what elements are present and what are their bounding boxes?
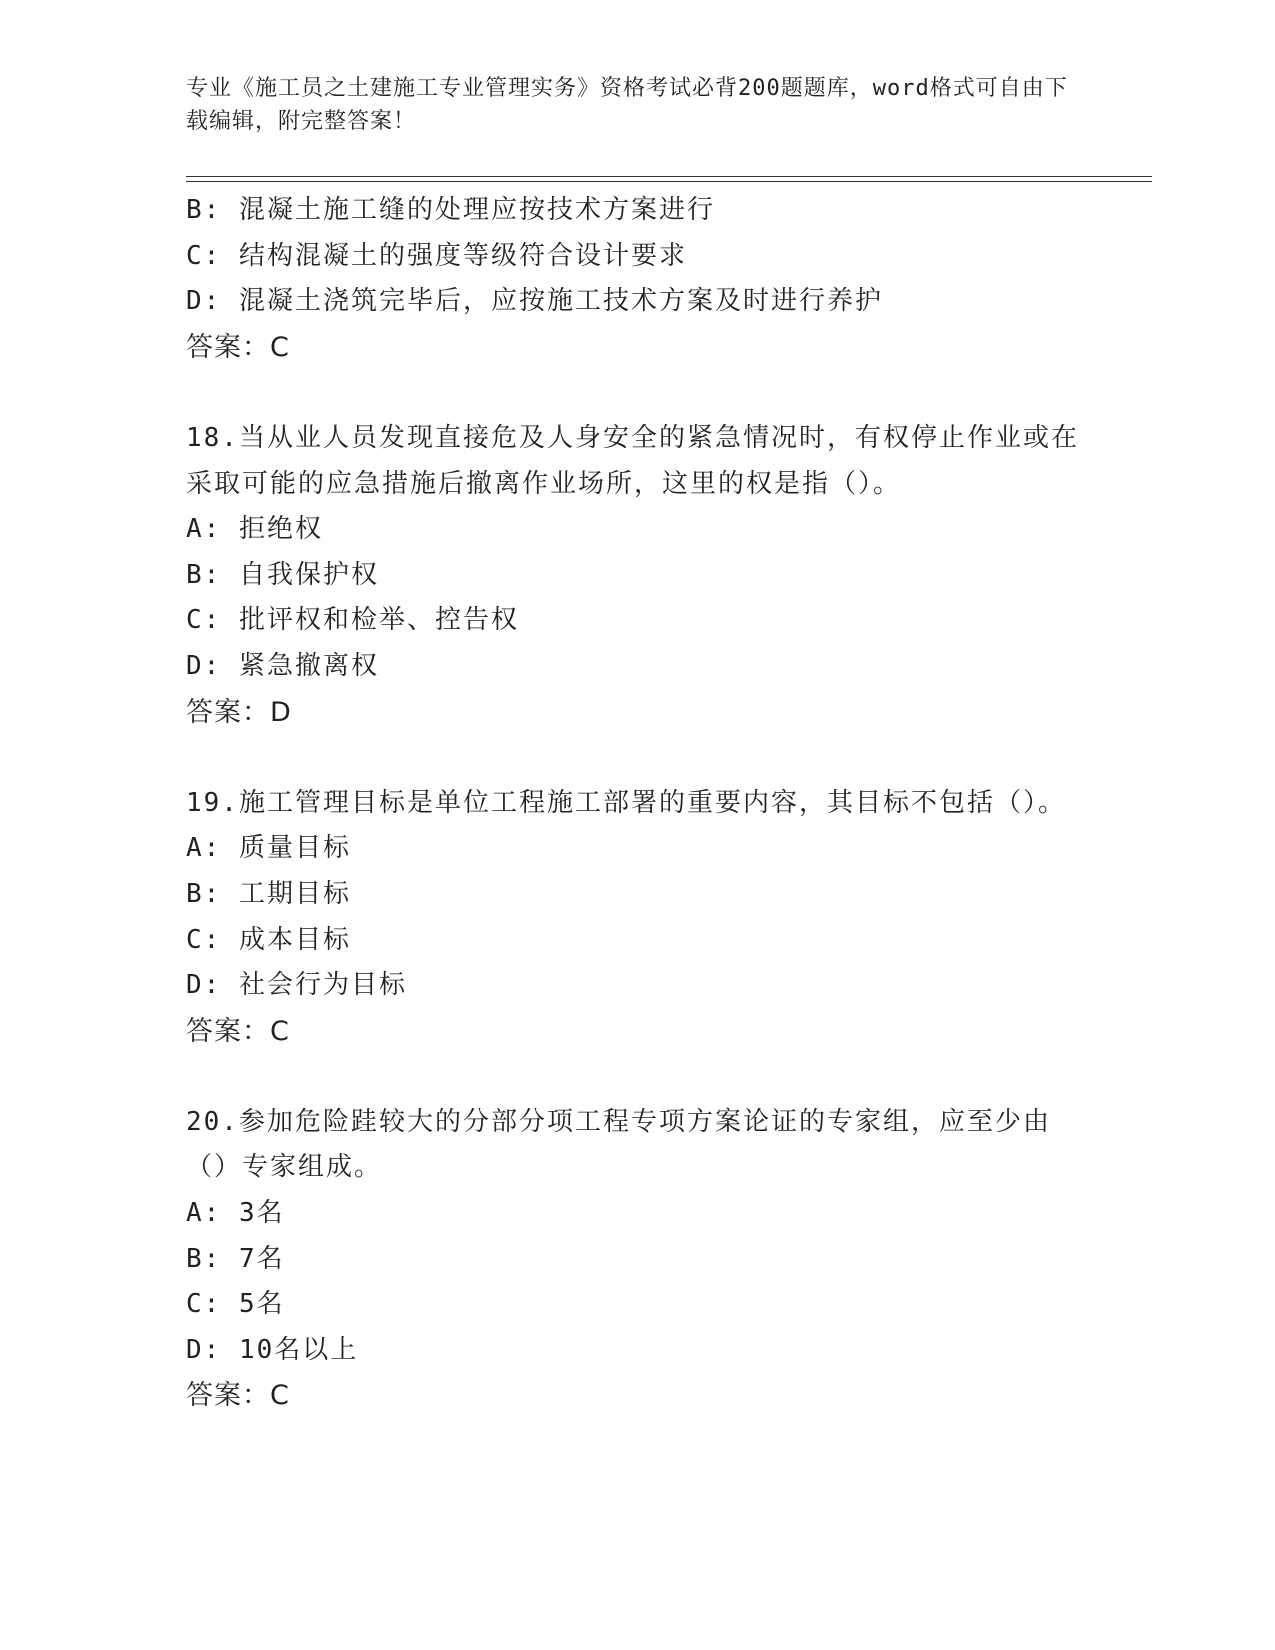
option-b: B: 混凝土施工缝的处理应按技术方案进行 [186,195,715,225]
header-divider-bottom [186,181,1152,182]
option-d: D: 混凝土浇筑完毕后，应按施工技术方案及时进行养护 [186,286,883,317]
option-b: B: 7名 [186,1243,285,1274]
answer-line: 答案：C [186,1015,290,1047]
option-b: B: 自我保护权 [186,559,379,590]
option-d: D: 紧急撤离权 [186,650,379,681]
question-20 [186,1100,1086,1419]
question-stem: 20.参加危险跬较大的分部分项工程专项方案论证的专家组，应至少由（）专家组成。 [186,1106,1051,1183]
spacer [186,735,1086,781]
option-b: B: 工期目标 [186,878,351,909]
option-c: C: 成本目标 [186,924,351,955]
question-stem: 19.施工管理目标是单位工程施工部署的重要内容，其目标不包括（）。 [186,787,1066,818]
spacer [186,370,1086,416]
option-d: D: 社会行为目标 [186,970,407,1001]
question-18 [186,416,1086,735]
partial-question-17 [186,188,1086,370]
option-c: C: 批评权和检举、控告权 [186,605,519,636]
question-19 [186,781,1086,1055]
answer-line: 答案：C [186,1380,290,1412]
option-a: A: 拒绝权 [186,514,323,545]
option-c: C: 结构混凝土的强度等级符合设计要求 [186,240,687,271]
answer-line: 答案：C [186,331,290,363]
question-list [186,188,1086,1419]
option-a: A: 质量目标 [186,833,351,864]
spacer [186,1054,1086,1100]
header-divider-top [186,176,1152,177]
answer-line: 答案：D [186,696,292,728]
option-c: C: 5名 [186,1289,285,1320]
option-d: D: 10名以上 [186,1334,359,1365]
option-a: A: 3名 [186,1198,285,1229]
document-header: 专业《施工员之土建施工专业管理实务》资格考试必背200题题库，word格式可自由下载编辑，附完整答案！ [186,76,1068,134]
question-stem: 18.当从业人员发现直接危及人身安全的紧急情况时，有权停止作业或在采取可能的应急措施后撤离作业场所，这里的权是指（）。 [186,422,1079,499]
